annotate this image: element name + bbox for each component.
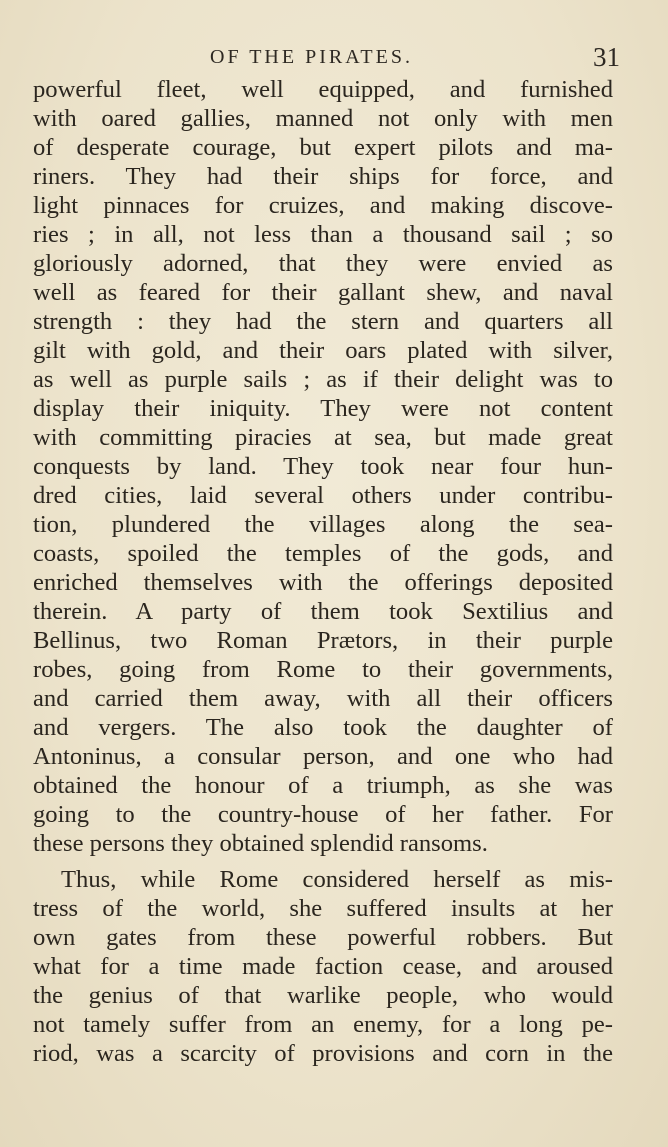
text-line: powerful fleet, well equipped, and furnished [33,76,613,103]
text-line: dred cities, laid several others under contribu- [33,482,613,509]
text-line: coasts, spoiled the temples of the gods, and [33,540,613,567]
page-number: 31 [593,42,620,72]
text-line: riners. They had their ships for force, and [33,163,613,190]
text-line: tress of the world, she suffered insults at her [33,895,613,922]
text-line: well as feared for their gallant shew, and naval [33,279,613,306]
text-line: therein. A party of them took Sextilius and [33,598,613,625]
text-line: ries ; in all, not less than a thousand sail ; so [33,221,613,248]
text-line: obtained the honour of a triumph, as she was [33,772,613,799]
running-head: OF THE PIRATES. [210,46,413,68]
text-line: conquests by land. They took near four hun- [33,453,613,480]
text-line: gilt with gold, and their oars plated with silver, [33,337,613,364]
text-line: robes, going from Rome to their governments, [33,656,613,683]
text-line: and carried them away, with all their officers [33,685,613,712]
text-line: with committing piracies at sea, but made great [33,424,613,451]
text-line: display their iniquity. They were not content [33,395,613,422]
text-line: these persons they obtained splendid ransoms. [33,830,488,857]
text-line: as well as purple sails ; as if their delight was to [33,366,613,393]
text-line: enriched themselves with the offerings deposited [33,569,613,596]
text-line: riod, was a scarcity of provisions and corn in the [33,1040,613,1067]
text-line: and vergers. The also took the daughter of [33,714,613,741]
text-line: Thus, while Rome considered herself as mis- [61,866,613,893]
text-line: not tamely suffer from an enemy, for a long pe- [33,1011,613,1038]
text-line: Bellinus, two Roman Prætors, in their purple [33,627,613,654]
text-line: of desperate courage, but expert pilots and ma- [33,134,613,161]
text-line: with oared gallies, manned not only with men [33,105,613,132]
text-line: what for a time made faction cease, and aroused [33,953,613,980]
text-line: light pinnaces for cruizes, and making discove- [33,192,613,219]
text-line: the genius of that warlike people, who would [33,982,613,1009]
paragraph [33,865,613,1068]
text-line: strength : they had the stern and quarters all [33,308,613,335]
text-line: Antoninus, a consular person, and one who had [33,743,613,770]
text-line: tion, plundered the villages along the sea- [33,511,613,538]
paragraph [33,75,613,858]
text-line: going to the country-house of her father. For [33,801,613,828]
body-text [33,75,613,1068]
text-line: own gates from these powerful robbers. But [33,924,613,951]
text-line: gloriously adorned, that they were envied as [33,250,613,277]
